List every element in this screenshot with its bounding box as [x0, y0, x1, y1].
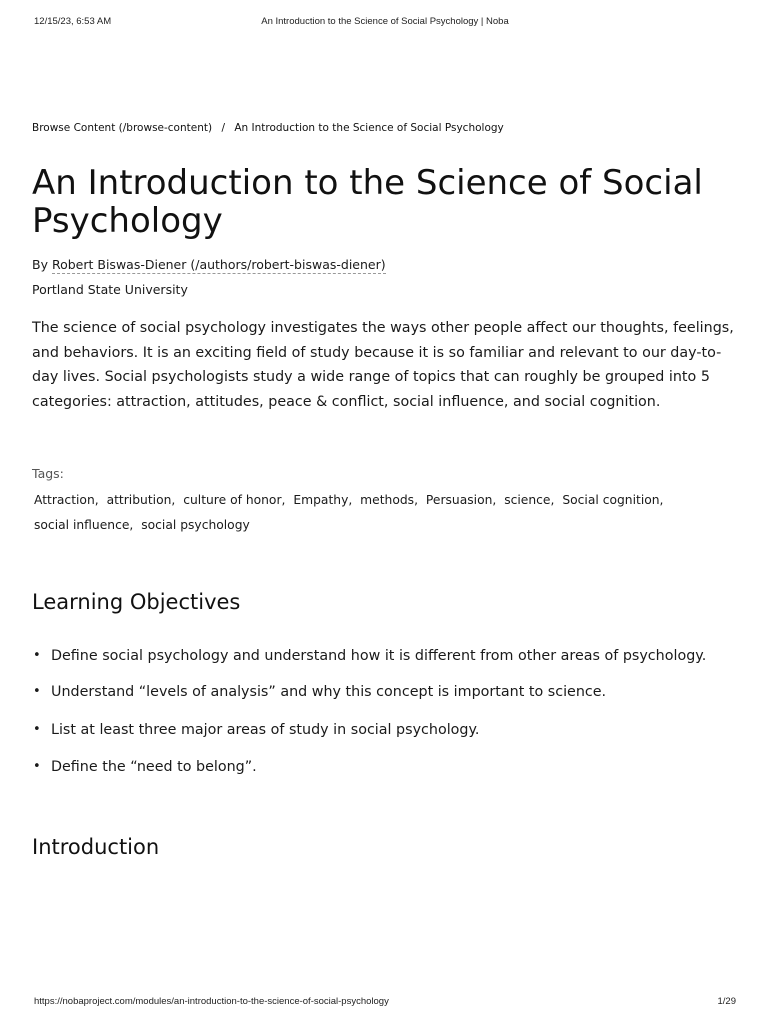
tag-methods[interactable]: methods,	[360, 493, 418, 507]
print-page-title: An Introduction to the Science of Social Psychology | Noba	[261, 16, 509, 27]
breadcrumb-browse-content-link[interactable]: Browse Content (/browse-content)	[32, 122, 213, 134]
tag-social-psychology[interactable]: social psychology	[141, 518, 250, 532]
tag-list	[34, 488, 714, 538]
tag-attribution[interactable]: attribution,	[106, 493, 176, 507]
print-page-number: 1/29	[717, 996, 736, 1007]
byline	[32, 257, 386, 272]
author-link[interactable]: Robert Biswas-Diener (/authors/robert-biswas-diener)	[51, 257, 386, 272]
breadcrumb-separator: /	[221, 122, 225, 134]
breadcrumb	[32, 122, 504, 134]
print-header	[34, 16, 736, 30]
tag-attraction[interactable]: Attraction,	[34, 493, 99, 507]
learning-objectives-heading: Learning Objectives	[32, 590, 241, 614]
author-affiliation: Portland State University	[32, 282, 188, 297]
print-page-url: https://nobaproject.com/modules/an-introduction-to-the-science-of-social-psychology	[34, 996, 389, 1007]
list-item: • List at least three major areas of study in social psychology.	[32, 722, 479, 738]
page-title: An Introduction to the Science of Social Psychology	[32, 163, 703, 241]
byline-prefix: By	[32, 257, 48, 272]
tag-science[interactable]: science,	[504, 493, 555, 507]
tag-empathy[interactable]: Empathy,	[293, 493, 353, 507]
tag-social-influence[interactable]: social influence,	[34, 518, 134, 532]
list-item: • Define the “need to belong”.	[32, 759, 257, 775]
print-footer	[34, 996, 736, 1010]
tags-label: Tags:	[32, 466, 64, 481]
tag-culture-of-honor[interactable]: culture of honor,	[183, 493, 286, 507]
list-item: • Understand “levels of analysis” and why this concept is important to science.	[32, 684, 606, 700]
list-item: • Define social psychology and understand how it is different from other areas of psychology.	[32, 648, 706, 664]
breadcrumb-current-page[interactable]: An Introduction to the Science of Social Psychology	[234, 122, 504, 134]
abstract: The science of social psychology investigates the ways other people affect our thoughts, feelings, and behaviors. It is an exciting field of study because it is so familiar and relevant to our day-to-day lives. Social psychologists study a wide range of topics that can roughly be grouped into 5 categories: attraction, attitudes, peace & conflict, social influence, and social cognition.	[32, 320, 734, 411]
introduction-heading: Introduction	[32, 835, 160, 859]
tag-social-cognition[interactable]: Social cognition,	[562, 493, 664, 507]
tag-persuasion[interactable]: Persuasion,	[425, 493, 497, 507]
print-datetime: 12/15/23, 6:53 AM	[34, 16, 112, 27]
